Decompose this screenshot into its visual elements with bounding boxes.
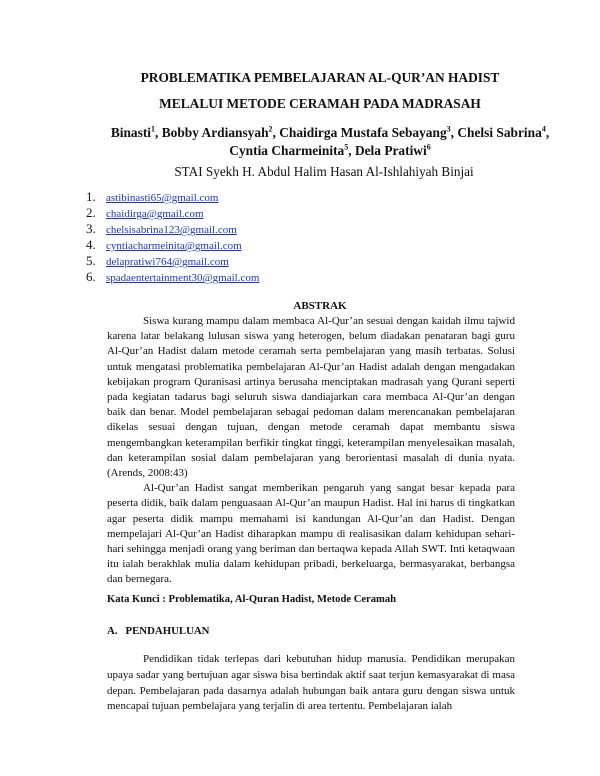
section-label: A. <box>107 625 118 637</box>
abstract-body <box>107 314 515 588</box>
email-item: 3. chelsisabrina123@gmail.com <box>86 221 237 236</box>
author: Cyntia Charmeinita$^5$, <box>229 142 355 158</box>
abstract-paragraph-2: Al-Qur’an Hadist sangat memberikan pengaruh yang sangat besar kepada para peserta didik, baik dalam penguasaan Al-Qur’an maupun Hadist. Hal ini harus di tingkatkan agar peserta didik mampu memahami isi kandungan Al-Qur’an dan Hadist. Dengan mempelajari Al-Qur’an Hadist diharapkan mampu di realisasikan dalam kehidupan sehari-hari sehingga menjadi orang yang beriman dan bertaqwa kepada Allah SWT. Inti ketaqwaan itu ialah berakhlak mulia dalam kehidupan pribadi, berkeluarga, bermasyarakat, berbangsa dan bernegara. <box>107 482 515 586</box>
email-link[interactable]: cyntiacharmeinita@gmail.com <box>106 240 242 252</box>
email-item: 6. spadaentertainment30@gmail.com <box>86 269 260 284</box>
email-link[interactable]: chelsisabrina123@gmail.com <box>106 224 237 236</box>
abstract-paragraph-1: Siswa kurang mampu dalam membaca Al-Qur’an sesuai dengan kaidah ilmu tajwid karena latar belakang lulusan siswa yang heterogen, belum diadakan penataran bagi guru Al-Qur’an Hadist dalam metode ceramah serta pembelajaran yang masih terbatas. Solusi untuk mengatasi problematika pembelajaran Al-Qur’an Hadist adalah dengan mengadakan kebijakan program Quranisasi artinya berusaha menciptakan madrasah yang Qurani seperti pada kegiatan tadarus bagi seluruh siswa dandiajarkan cara membaca Al-Qur’an dengan baik dan benar. Model pembelajaran sebagai pedoman dalam merencanakan pembelajaran dikelas sesuai dengan tujuan, dengan metode ceramah dapat membantu siswa mengembangkan keterampilan berfikir tingkat tinggi, keterampilan menyelesaikan masalah, dan keterampilan sosial dalam pembelajaran yang berorientasi masalah di dunia nyata.(Arends, 2008:43) <box>107 315 515 480</box>
author: Chelsi Sabrina$^4$, <box>457 124 550 140</box>
email-item: 5. delapratiwi764@gmail.com <box>86 253 229 268</box>
email-list <box>86 189 259 285</box>
email-link[interactable]: astibinasti65@gmail.com <box>106 192 219 204</box>
section-heading <box>107 625 209 637</box>
email-link[interactable]: delapratiwi764@gmail.com <box>106 256 229 268</box>
email-link[interactable]: spadaentertainment30@gmail.com <box>106 272 260 284</box>
email-link[interactable]: chaidirga@gmail.com <box>106 208 204 220</box>
email-item: 2. chaidirga@gmail.com <box>86 205 204 220</box>
paper-title-line-1: PROBLEMATIKA PEMBELAJARAN AL-QUR’AN HADIST <box>140 70 500 85</box>
author: Binasti$^1$, <box>110 124 162 140</box>
author: Chaidirga Mustafa Sebayang$^3$, <box>279 124 458 140</box>
author: Dela Pratiwi$^6$ <box>354 142 431 158</box>
affiliation: STAI Syekh H. Abdul Halim Hasan Al-Ishlahiyah Binjai <box>174 164 474 179</box>
paper-title-line-2: MELALUI METODE CERAMAH PADA MADRASAH <box>159 96 481 111</box>
email-item: 4. cyntiacharmeinita@gmail.com <box>86 237 242 252</box>
email-item: 1. astibinasti65@gmail.com <box>86 189 219 204</box>
author: Bobby Ardiansyah$^2$, <box>161 124 280 140</box>
keywords: Kata Kunci : Problematika, Al-Quran Hadist, Metode Ceramah <box>107 594 397 605</box>
section-title: PENDAHULUAN <box>125 625 210 637</box>
abstract-heading: ABSTRAK <box>293 300 347 312</box>
section-body <box>107 652 515 715</box>
author-list <box>70 124 590 160</box>
body-paragraph-1: Pendidikan tidak terlepas dari kebutuhan hidup manusia. Pendidikan merupakan upaya sadar yang bertujuan agar siswa bisa bertindak aktif saat terjun kemasyarakat di masa depan. Pembelajaran pada dasarnya adalah hubungan baik antara guru dengan siswa untuk mencapai tujuan pembelajara yang terjalin di area tertentu. Pembelajaran ialah <box>107 653 515 713</box>
